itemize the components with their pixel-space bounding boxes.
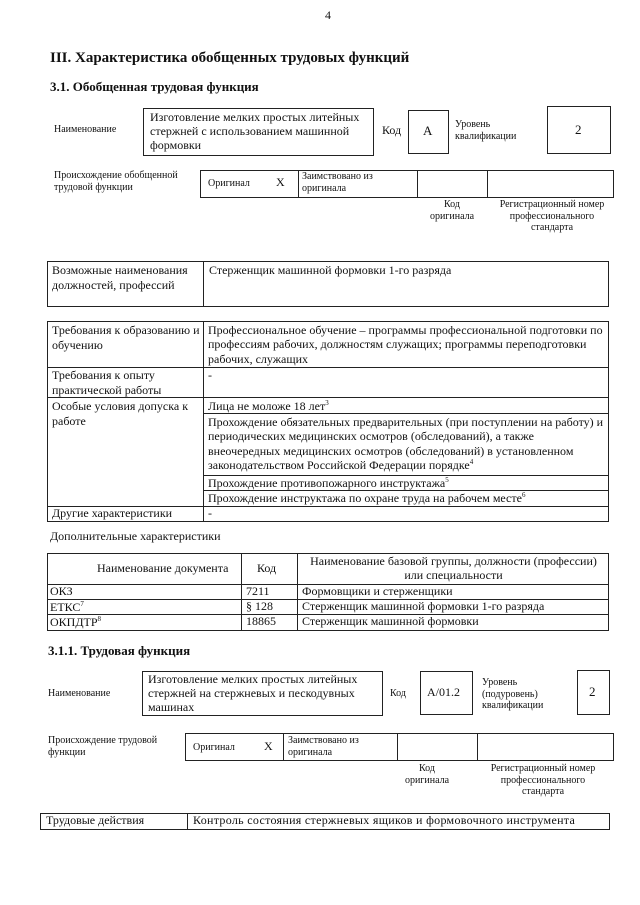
- tf-code-value: А/01.2: [427, 685, 460, 699]
- gtf-original-label: Оригинал: [208, 178, 250, 189]
- positions-label: Возможные наименования должностей, профессий: [52, 263, 188, 292]
- special-condition-3: Прохождение противопожарного инструктажа$^5$: [208, 476, 449, 490]
- tf-code-original-label: Код оригинала: [404, 763, 450, 786]
- additional-row-2-name: Стерженщик машинной формовки 1-го разряда: [302, 599, 545, 613]
- special-condition-2: Прохождение обязательных предварительных (при поступлении на работу) и периодических медицинских осмотров (обследований), а также внеочередных медицинских осмотров (обследований) в установленном законодательством Российской Федерации порядке$^4$: [208, 415, 604, 473]
- page-number: 4: [325, 8, 331, 22]
- other-value: -: [208, 506, 212, 520]
- positions-value: Стерженщик машинной формовки 1-го разряда: [209, 263, 452, 277]
- tf-code-box: [420, 671, 473, 715]
- tf-name-value: Изготовление мелких простых литейных стержней на стержневых и пескодувных машинах: [148, 672, 358, 714]
- experience-label: Требования к опыту практической работы: [52, 368, 162, 397]
- additional-row-1-code: 7211: [246, 584, 270, 598]
- additional-row-2-doc: ЕТКС$^7$: [50, 600, 84, 614]
- tf-code-label: Код: [390, 688, 406, 699]
- additional-row-3-doc: ОКПДТР$^8$: [50, 615, 102, 629]
- additional-heading: Дополнительные характеристики: [50, 529, 221, 543]
- gtf-original-mark: X: [276, 175, 285, 189]
- tf-name-label: Наименование: [48, 688, 111, 699]
- gtf-name-box: [143, 108, 374, 156]
- additional-row-2-code: § 128: [246, 599, 273, 613]
- gtf-borrowed-label: Заимствовано из оригинала: [302, 171, 373, 194]
- education-label: Требования к образованию и обучению: [52, 323, 200, 352]
- gtf-code-original-label: Код оригинала: [429, 199, 475, 222]
- gtf-reg-number-label: Регистрационный номер профессионального стандарта: [499, 199, 605, 233]
- section-title: III. Характеристика обобщенных трудовых функций: [50, 50, 410, 66]
- gtf-origin-label: Происхождение обобщенной трудовой функции: [54, 170, 178, 193]
- tf-borrowed-label: Заимствовано из оригинала: [288, 735, 359, 758]
- gtf-code-label: Код: [382, 123, 402, 137]
- gtf-level-label: Уровень квалификации: [455, 119, 517, 142]
- special-conditions-label: Особые условия допуска к работе: [52, 399, 189, 428]
- gtf-level-box: [547, 106, 611, 154]
- tf-heading: 3.1.1. Трудовая функция: [48, 643, 191, 658]
- gtf-name-value: Изготовление мелких простых литейных стержней с использованием машинной формовки: [150, 110, 360, 152]
- additional-col-name: Наименование базовой группы, должности (профессии) или специальности: [310, 554, 597, 582]
- tf-original-mark: X: [264, 739, 273, 753]
- additional-row-1-name: Формовщики и стерженщики: [302, 584, 453, 598]
- tf-origin-table: [185, 733, 614, 761]
- special-condition-4: Прохождение инструктажа по охране труда на рабочем месте$^6$: [208, 491, 526, 505]
- gtf-level-value: 2: [575, 122, 582, 137]
- additional-row-3-code: 18865: [246, 614, 276, 628]
- tf-level-box: [577, 670, 610, 715]
- gtf-code-value: А: [423, 123, 433, 138]
- actions-label: Трудовые действия: [46, 813, 145, 827]
- tf-level-value: 2: [589, 684, 596, 699]
- education-value: Профессиональное обучение – программы профессиональной подготовки по профессиям рабочих, должностям служащих; программы переподготовки рабочих, служащих: [208, 323, 603, 366]
- gtf-heading: 3.1. Обобщенная трудовая функция: [50, 79, 259, 94]
- gtf-name-label: Наименование: [54, 124, 117, 135]
- additional-col-code: Код: [257, 561, 277, 575]
- additional-col-doc: Наименование документа: [97, 561, 229, 575]
- additional-row-3-name: Стерженщик машинной формовки: [302, 614, 479, 628]
- tf-original-label: Оригинал: [193, 742, 235, 753]
- tf-level-label: Уровень (подуровень) квалификации: [482, 677, 544, 711]
- gtf-code-box: [408, 110, 449, 154]
- special-condition-1: Лица не моложе 18 лет$^3$: [208, 399, 329, 413]
- tf-name-box: [142, 671, 383, 716]
- tf-reg-number-label: Регистрационный номер профессионального стандарта: [490, 763, 596, 797]
- additional-row-1-doc: ОКЗ: [50, 584, 73, 598]
- actions-value: Контроль состояния стержневых ящиков и формовочного инструмента: [193, 813, 576, 827]
- other-label: Другие характеристики: [52, 506, 173, 520]
- experience-value: -: [208, 368, 212, 382]
- tf-origin-label: Происхождение трудовой функции: [48, 735, 158, 758]
